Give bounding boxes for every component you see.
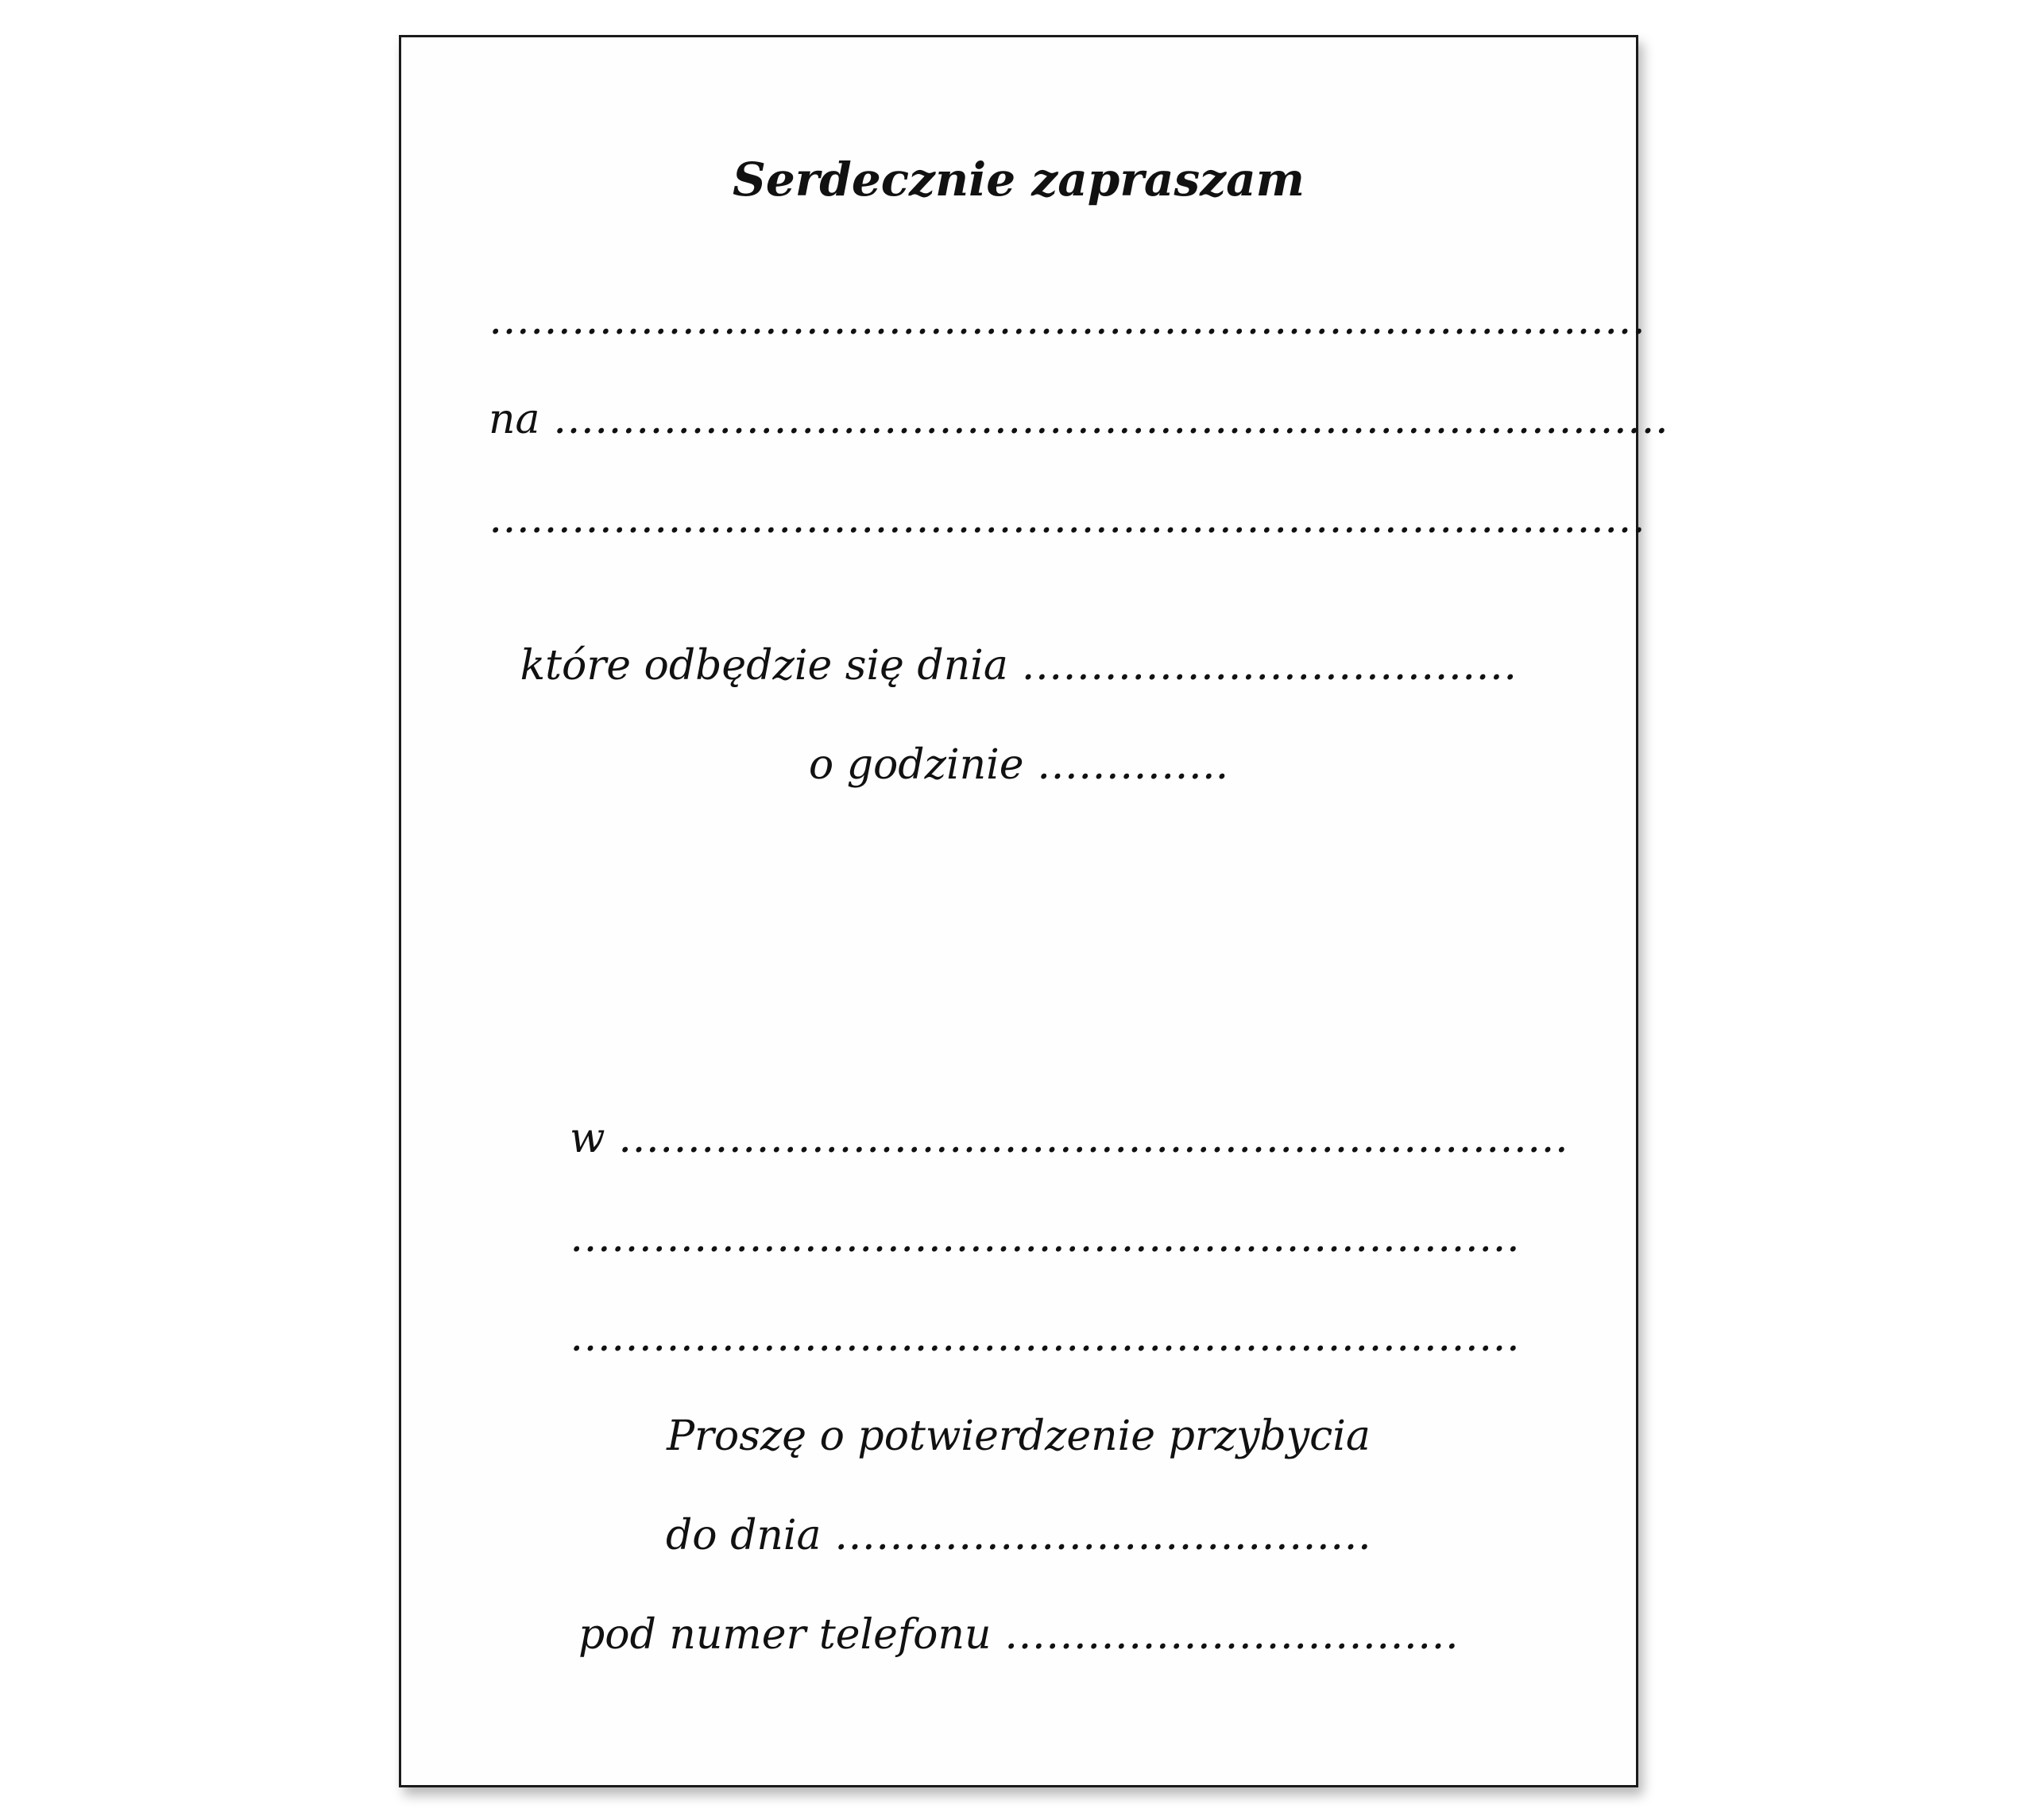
- place-line-2: ……………………………………………………………: [570, 1214, 1520, 1262]
- rsvp-date-line: do dnia …………………………………: [665, 1512, 1372, 1559]
- blank-line-na: na ………………………………………………………………………: [489, 396, 1669, 443]
- place-line-3: ……………………………………………………………: [570, 1313, 1520, 1361]
- date-line: które odbędzie się dnia ………………………………: [520, 642, 1518, 690]
- blank-line-1: …………………………………………………………………………: [489, 296, 1645, 344]
- invitation-title: Serdecznie zapraszam: [732, 153, 1305, 207]
- rsvp-line: Proszę o potwierdzenie przybycia: [667, 1412, 1371, 1460]
- time-line: o godzinie …………..: [808, 741, 1229, 789]
- place-line-w: w ……………………………………………………………: [570, 1115, 1569, 1162]
- blank-line-3: …………………………………………………………………………: [489, 495, 1645, 543]
- phone-line: pod numer telefonu ……………………………: [578, 1611, 1459, 1659]
- invitation-card: [399, 35, 1669, 1787]
